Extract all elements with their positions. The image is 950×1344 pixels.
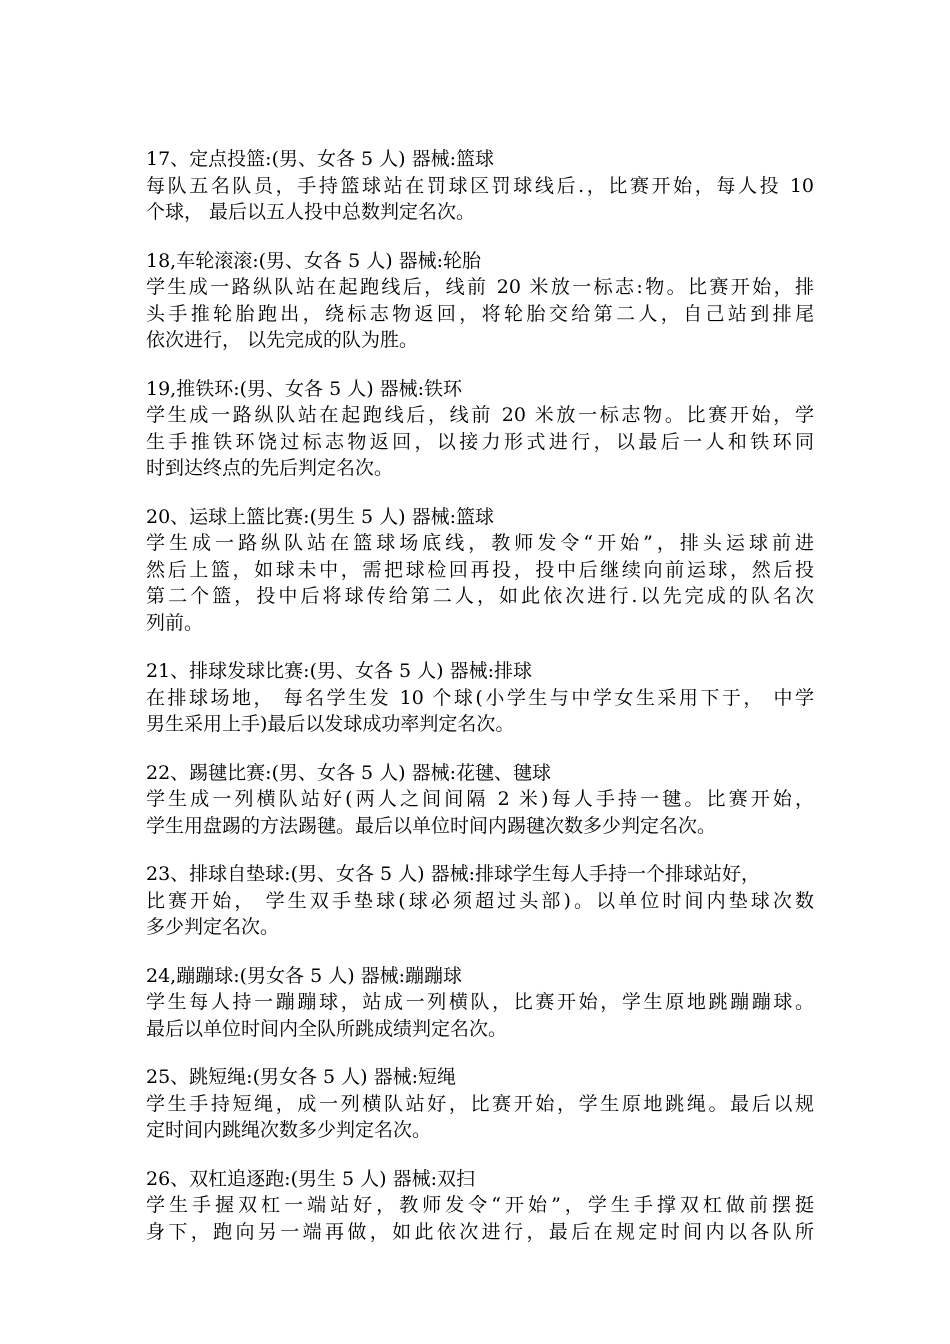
body-line: 学生成一路纵队站在篮球场底线，教师发令“开始”，排头运球前进 [146, 532, 814, 554]
section-20 [146, 504, 814, 637]
body-line: 学生每人持一蹦蹦球，站成一列横队，比赛开始，学生原地跳蹦蹦球。 [146, 991, 814, 1013]
body-line: 个球， 最后以五人投中总数判定名次。 [146, 201, 476, 223]
section-24 [146, 963, 814, 1043]
body-line: 最后以单位时间内全队所跳成绩判定名次。 [146, 1017, 508, 1040]
section-heading: 21、排球发球比赛:(男、女各 5 人) 器械:排球 [146, 660, 533, 682]
document-page [146, 146, 814, 1267]
section-heading: 26、双杠追逐跑:(男生 5 人) 器械:双扫 [146, 1167, 476, 1190]
section-heading: 17、定点投篮:(男、女各 5 人) 器械:篮球 [146, 148, 495, 170]
section-heading: 20、运球上篮比赛:(男生 5 人) 器械:篮球 [146, 505, 495, 528]
body-line: 依次进行， 以先完成的队为胜。 [146, 329, 419, 351]
body-line: 每队五名队员，手持篮球站在罚球区罚球线后.，比赛开始，每人投 10 [146, 174, 814, 197]
body-line: 然后上篮，如球未中，需把球检回再投，投中后继续向前运球，然后投 [146, 558, 814, 581]
body-line: 多少判定名次。 [146, 916, 280, 938]
section-26 [146, 1166, 814, 1246]
body-line: 学生手持短绳，成一列横队站好，比赛开始，学生原地跳绳。最后以规 [146, 1092, 814, 1115]
body-line: 学生成一路纵队站在起跑线后，线前 20 米放一标志物。比赛开始，学 [146, 404, 814, 426]
body-line: 学生成一路纵队站在起跑线后，线前 20 米放一标志:物。比赛开始，排 [146, 276, 814, 298]
body-line: 在排球场地， 每名学生发 10 个球(小学生与中学女生采用下于， 中学 [146, 686, 814, 709]
section-22 [146, 760, 814, 840]
body-line: 时到达终点的先后判定名次。 [146, 457, 394, 479]
section-18 [146, 248, 814, 354]
body-line: 生手推铁环饶过标志物返回，以接力形式进行，以最后一人和铁环同 [146, 430, 814, 453]
section-heading: 24,蹦蹦球:(男女各 5 人) 器械:蹦蹦球 [146, 964, 463, 987]
section-25 [146, 1064, 814, 1144]
body-line: 头手推轮胎跑出，绕标志物返回，将轮胎交给第二人，自己站到排尾 [146, 302, 814, 325]
section-heading: 25、跳短绳:(男女各 5 人) 器械:短绳 [146, 1066, 457, 1088]
section-heading: 19,推铁环:(男、女各 5 人) 器械:铁环 [146, 377, 463, 400]
section-heading: 23、排球自垫球:(男、女各 5 人) 器械:排球学生每人手持一个排球站好， [146, 863, 761, 885]
section-23 [146, 861, 814, 941]
body-line: 学生成一列横队站好(两人之间间隔 2 米)每人手持一毽。比赛开始， [146, 788, 814, 810]
body-line: 学生用盘踢的方法踢毽。最后以单位时间内踢毽次数多少判定名次。 [146, 814, 717, 837]
body-line: 学生手握双杠一端站好，教师发令“开始”，学生手撑双杠做前摆挺 [146, 1194, 814, 1216]
body-line: 比赛开始， 学生双手垫球(球必须超过头部)。以单位时间内垫球次数 [146, 889, 814, 912]
section-17 [146, 146, 814, 226]
body-line: 第二个篮，投中后将球传给第二人，如此依次进行.以先完成的队名次 [146, 585, 814, 607]
section-heading: 22、踢毽比赛:(男、女各 5 人) 器械:花毽、毽球 [146, 761, 552, 784]
section-21 [146, 658, 814, 738]
body-line: 身下，跑向另一端再做，如此依次进行，最后在规定时间内以各队所 [146, 1220, 814, 1243]
body-line: 定时间内跳绳次数多少判定名次。 [146, 1119, 432, 1141]
body-line: 男生采用上手)最后以发球成功率判定名次。 [146, 713, 515, 735]
section-19 [146, 376, 814, 482]
section-heading: 18,车轮滚滚:(男、女各 5 人) 器械:轮胎 [146, 249, 482, 272]
body-line: 列前。 [146, 611, 204, 634]
